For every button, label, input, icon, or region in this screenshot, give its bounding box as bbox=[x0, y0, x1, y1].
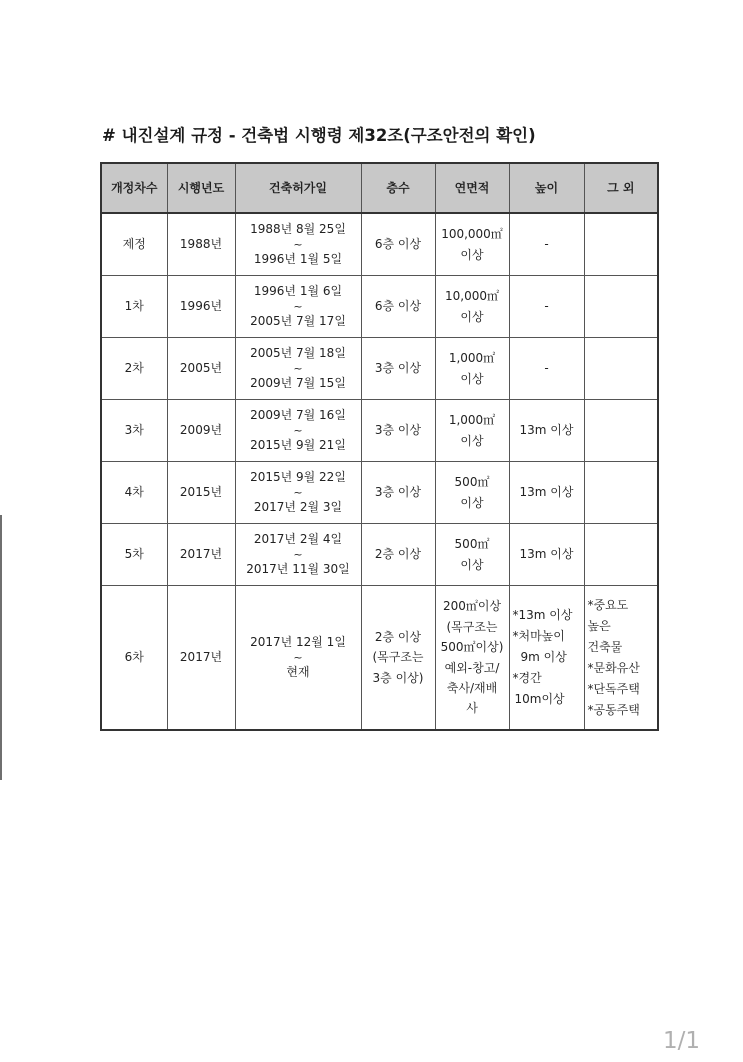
permit-to: 2009년 7월 15일 bbox=[250, 376, 346, 391]
cell-floors: 3층 이상 bbox=[361, 462, 435, 524]
floor-area-value: 500㎡ bbox=[454, 537, 490, 552]
cell-other bbox=[584, 586, 658, 731]
floor-area-qualifier: 이상 bbox=[460, 433, 484, 448]
floor-area-line: 사 bbox=[466, 701, 478, 716]
floor-area-value: 500㎡ bbox=[454, 475, 490, 490]
cell-permit-date bbox=[235, 338, 361, 400]
header-height: 높이 bbox=[509, 163, 584, 213]
cell-floor-area bbox=[435, 338, 509, 400]
cell-other bbox=[584, 462, 658, 524]
cell-revision: 2차 bbox=[101, 338, 167, 400]
permit-from: 1996년 1월 6일 bbox=[253, 284, 343, 299]
cell-year: 2017년 bbox=[167, 524, 235, 586]
floor-area-qualifier: 이상 bbox=[460, 309, 484, 324]
header-floor-area: 연면적 bbox=[435, 163, 509, 213]
floor-area-line: 예외-창고/ bbox=[444, 660, 500, 675]
permit-to: 2017년 2월 3일 bbox=[253, 500, 343, 515]
cell-height: 13m 이상 bbox=[509, 400, 584, 462]
cell-year: 2009년 bbox=[167, 400, 235, 462]
other-line: *공동주택 bbox=[587, 702, 640, 717]
floor-area-qualifier: 이상 bbox=[460, 371, 484, 386]
header-other: 그 외 bbox=[584, 163, 658, 213]
floor-area-line: 200㎡이상 bbox=[442, 599, 502, 614]
table-row bbox=[101, 524, 658, 586]
cell-permit-date bbox=[235, 586, 361, 731]
header-floors: 층수 bbox=[361, 163, 435, 213]
cell-revision: 5차 bbox=[101, 524, 167, 586]
other-line: *중요도 bbox=[587, 597, 629, 612]
cell-permit-date bbox=[235, 524, 361, 586]
cell-revision: 6차 bbox=[101, 586, 167, 731]
permit-to: 1996년 1월 5일 bbox=[253, 252, 343, 267]
cell-year: 1996년 bbox=[167, 276, 235, 338]
floors-line: 2층 이상 bbox=[374, 629, 422, 644]
permit-to: 2015년 9월 21일 bbox=[250, 438, 346, 453]
permit-separator: ~ bbox=[293, 237, 303, 251]
header-permit-date: 건축허가일 bbox=[235, 163, 361, 213]
regulation-table bbox=[100, 162, 659, 731]
floors-line: (목구조는 bbox=[372, 650, 424, 665]
cell-floor-area bbox=[435, 524, 509, 586]
height-line: *경간 bbox=[512, 671, 542, 685]
table-row bbox=[101, 462, 658, 524]
other-line: *문화유산 bbox=[587, 660, 640, 675]
permit-separator: ~ bbox=[293, 650, 303, 664]
floor-area-value: 1,000㎡ bbox=[448, 351, 496, 366]
floor-area-line: 축사/재배 bbox=[446, 680, 498, 695]
other-line: *단독주택 bbox=[587, 681, 640, 696]
permit-from: 2017년 2월 4일 bbox=[253, 532, 343, 547]
table-row bbox=[101, 586, 658, 731]
table-row bbox=[101, 338, 658, 400]
cell-floors: 3층 이상 bbox=[361, 338, 435, 400]
floor-area-line: (목구조는 bbox=[446, 619, 498, 634]
cell-other bbox=[584, 524, 658, 586]
floor-area-qualifier: 이상 bbox=[460, 247, 484, 262]
cell-other bbox=[584, 338, 658, 400]
cell-revision: 제정 bbox=[101, 213, 167, 276]
cell-floors: 2층 이상 bbox=[361, 524, 435, 586]
cell-floors: 6층 이상 bbox=[361, 213, 435, 276]
permit-from: 2009년 7월 16일 bbox=[250, 408, 346, 423]
cell-floors bbox=[361, 586, 435, 731]
height-line: 9m 이상 bbox=[520, 650, 567, 664]
floor-area-value: 100,000㎡ bbox=[441, 227, 503, 242]
cell-floor-area bbox=[435, 213, 509, 276]
table-row bbox=[101, 213, 658, 276]
regulation-table-container bbox=[100, 162, 659, 731]
height-line: 10m이상 bbox=[514, 692, 565, 706]
cell-height: 13m 이상 bbox=[509, 524, 584, 586]
cell-floor-area bbox=[435, 276, 509, 338]
floor-area-value: 1,000㎡ bbox=[448, 413, 496, 428]
permit-to: 2005년 7월 17일 bbox=[250, 314, 346, 329]
permit-separator: ~ bbox=[293, 361, 303, 375]
left-edge-bar bbox=[0, 515, 2, 780]
table-header-row bbox=[101, 163, 658, 213]
cell-height bbox=[509, 586, 584, 731]
table-row bbox=[101, 400, 658, 462]
cell-other bbox=[584, 213, 658, 276]
cell-year: 2017년 bbox=[167, 586, 235, 731]
cell-floor-area bbox=[435, 462, 509, 524]
permit-separator: ~ bbox=[293, 547, 303, 561]
permit-from: 2015년 9월 22일 bbox=[250, 470, 346, 485]
height-line: *13m 이상 bbox=[512, 608, 573, 622]
permit-separator: ~ bbox=[293, 485, 303, 499]
permit-from: 2005년 7월 18일 bbox=[250, 346, 346, 361]
permit-from: 2017년 12월 1일 bbox=[250, 635, 346, 650]
cell-year: 2015년 bbox=[167, 462, 235, 524]
cell-revision: 4차 bbox=[101, 462, 167, 524]
floor-area-value: 10,000㎡ bbox=[445, 289, 499, 304]
other-line: 높은 bbox=[587, 618, 611, 633]
permit-to: 현재 bbox=[286, 665, 310, 680]
cell-permit-date bbox=[235, 213, 361, 276]
cell-height: - bbox=[509, 213, 584, 276]
cell-year: 2005년 bbox=[167, 338, 235, 400]
cell-other bbox=[584, 400, 658, 462]
cell-permit-date bbox=[235, 400, 361, 462]
cell-revision: 3차 bbox=[101, 400, 167, 462]
header-revision: 개정차수 bbox=[101, 163, 167, 213]
height-line: *처마높이 bbox=[512, 629, 565, 643]
other-line: 건축물 bbox=[587, 639, 623, 654]
cell-year: 1988년 bbox=[167, 213, 235, 276]
cell-permit-date bbox=[235, 462, 361, 524]
document-title: # 내진설계 규정 - 건축법 시행령 제32조(구조안전의 확인) bbox=[102, 126, 536, 145]
cell-floors: 6층 이상 bbox=[361, 276, 435, 338]
cell-floor-area bbox=[435, 400, 509, 462]
floors-line: 3층 이상) bbox=[372, 670, 424, 685]
table-row bbox=[101, 276, 658, 338]
permit-separator: ~ bbox=[293, 299, 303, 313]
cell-other bbox=[584, 276, 658, 338]
cell-height: 13m 이상 bbox=[509, 462, 584, 524]
page-indicator: 1/1 bbox=[663, 1028, 701, 1054]
floor-area-line: 500㎡이상) bbox=[440, 640, 504, 655]
header-year: 시행년도 bbox=[167, 163, 235, 213]
floor-area-qualifier: 이상 bbox=[460, 557, 484, 572]
cell-height: - bbox=[509, 276, 584, 338]
permit-to: 2017년 11월 30일 bbox=[246, 562, 350, 577]
permit-from: 1988년 8월 25일 bbox=[250, 222, 346, 237]
floor-area-qualifier: 이상 bbox=[460, 495, 484, 510]
cell-height: - bbox=[509, 338, 584, 400]
permit-separator: ~ bbox=[293, 423, 303, 437]
cell-floor-area bbox=[435, 586, 509, 731]
cell-permit-date bbox=[235, 276, 361, 338]
cell-revision: 1차 bbox=[101, 276, 167, 338]
cell-floors: 3층 이상 bbox=[361, 400, 435, 462]
